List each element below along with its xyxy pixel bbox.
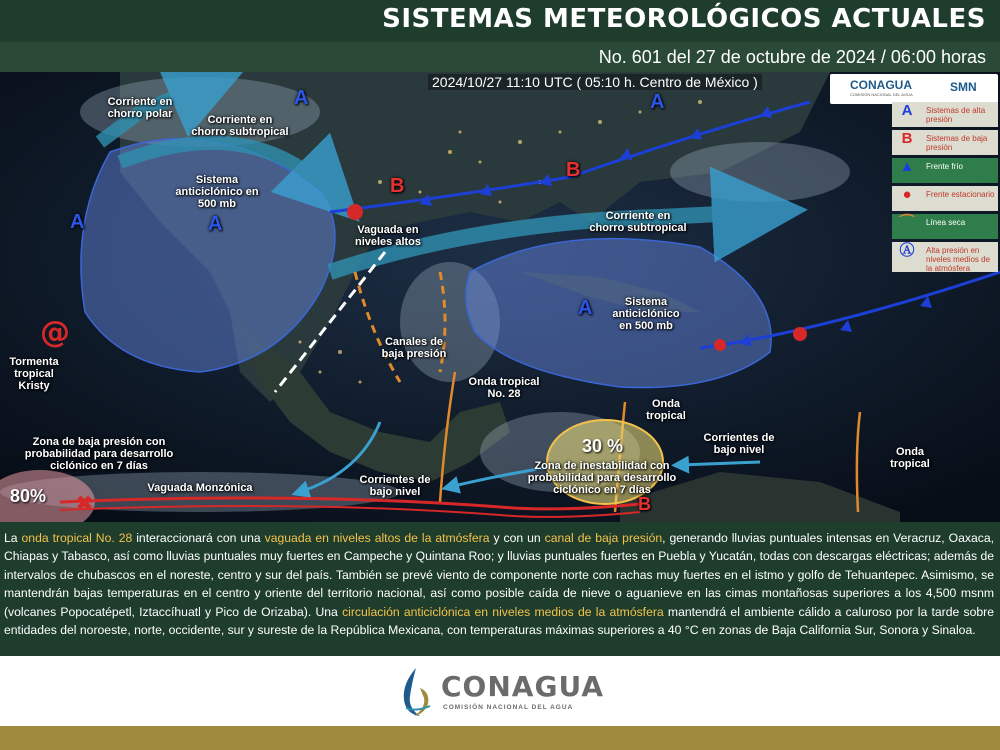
satellite-timestamp: 2024/10/27 11:10 UTC ( 05:10 h. Centro de México ) xyxy=(428,74,762,90)
stationary-front-east-b xyxy=(714,339,726,351)
bulletin-number: No. 601 del 27 de octubre de 2024 / 06:00 horas xyxy=(598,47,986,67)
legend-stationary-front: ● Frente estacionario xyxy=(892,186,998,211)
upper-trough-label: Vaguada en niveles altos xyxy=(354,224,422,248)
low-level-current-east-label: Corrientes de bajo nivel xyxy=(703,432,775,456)
smn-logo: SMN xyxy=(950,80,977,94)
high-pressure-label: A xyxy=(578,297,593,319)
anticyclone-east-label: Sistema anticiclónico en 500 mb xyxy=(612,296,680,332)
instability-zone-label: Zona de inestabilidad con probabilidad para desarrollo ciclónico en 7 días xyxy=(527,460,677,496)
low-pressure-label: B xyxy=(638,494,651,514)
tropical-wave-28-label: Onda tropical No. 28 xyxy=(468,376,540,400)
low-level-current-south-label: Corrientes de bajo nivel xyxy=(359,474,431,498)
tropical-wave-east-label: Onda tropical xyxy=(890,446,930,470)
tropical-wave-mid-label: Onda tropical xyxy=(646,398,686,422)
legend-dry-line: ⌒ Línea seca xyxy=(892,214,998,239)
footer-brand-name: CONAGUA xyxy=(441,670,604,703)
instability-zone-probability: 30 % xyxy=(582,436,624,456)
high-pressure-label: A xyxy=(294,87,309,109)
monsoon-trough-label: Vaguada Monzónica xyxy=(147,482,253,494)
low-zone-x-icon: ✖ xyxy=(76,493,93,515)
legend-cold-front: ▲ Frente frío xyxy=(892,158,998,183)
weather-map xyxy=(0,72,1000,522)
subheader-bar xyxy=(0,42,1000,72)
mid-level-high-icon: Ⓐ xyxy=(899,242,915,259)
footer-bar xyxy=(0,726,1000,750)
legend-low-pressure: B Sistemas de baja presión xyxy=(892,130,998,155)
conagua-emblem-icon xyxy=(396,664,436,720)
stationary-front-north xyxy=(347,204,363,220)
legend-high-pressure: A Sistemas de alta presión xyxy=(892,102,998,127)
stationary-front-east xyxy=(793,327,807,341)
footer xyxy=(0,656,1000,726)
tropical-storm-label: Tormenta tropical Kristy xyxy=(9,356,59,392)
page-title: SISTEMAS METEOROLÓGICOS ACTUALES xyxy=(382,4,986,34)
subtropical-jet-west-label: Corriente en chorro subtropical xyxy=(191,114,289,138)
low-pressure-channels-label: Canales de baja presión xyxy=(381,336,447,360)
tropical-storm-icon: @ xyxy=(40,315,70,350)
cold-front-icon: ▲ xyxy=(899,158,915,175)
low-zone-west-label: Zona de baja presión con probabilidad para desarrollo ciclónico en 7 días xyxy=(24,436,174,472)
legend-mid-level-high: Ⓐ Alta presión en niveles medios de la atmósfera xyxy=(892,242,998,272)
subtropical-jet-east-label: Corriente en chorro subtropical xyxy=(589,210,687,234)
polar-jet-label: Corriente en chorro polar xyxy=(107,96,173,120)
forecast-description: La onda tropical No. 28 interaccionará con una vaguada en niveles altos de la atmósfera y con un canal de baja presión, generando lluvias puntuales intensas en Veracruz, Oaxaca, Chiapas y Tabasco, así como lluvias puntuales muy fuertes en Campeche y Quintana Roo; y lluvias puntuales fuertes en Puebla y Yucatán, todas con descargas eléctricas; además de intervalos de chubascos en el noreste, centro y sur del país. También se prevé viento de componente norte con rachas muy fuertes en el istmo y golfo de Tehuantepec. Asimismo, se mantendrán bajas temperaturas en el centro y oriente del territorio nacional, así como posible caída de nieve o aguanieve en las cimas montañosas superiores a los 4,500 msnm (volcanes Popocatépetl, Iztaccíhuatl y Pico de Orizaba). Una circulación anticiclónica en niveles medios de la atmósfera mantendrá el ambiente cálido a caluroso por la tarde sobre entidades del noroeste, norte, occidente, sur y sureste de la República Mexicana, con temperaturas máximas superiores a 40 °C en zonas de Baja California Sur, Sonora y Sinaloa. xyxy=(0,522,1000,656)
conagua-logo: CONAGUA COMISIÓN NACIONAL DEL AGUA xyxy=(850,78,913,97)
low-zone-west-probability: 80% xyxy=(10,486,47,506)
high-pressure-label: A xyxy=(70,211,85,233)
low-pressure-label: B xyxy=(566,159,581,181)
header-logos xyxy=(830,74,998,104)
low-pressure-label: B xyxy=(390,175,405,197)
dry-line-icon: ⌒ xyxy=(899,214,915,231)
high-pressure-label: A xyxy=(208,213,223,235)
header-bar xyxy=(0,0,1000,42)
footer-logo xyxy=(396,664,606,720)
map-legend xyxy=(892,102,998,275)
high-pressure-label: A xyxy=(650,91,665,113)
stationary-front-icon: ● xyxy=(902,186,912,203)
anticyclone-west-label: Sistema anticiclónico en 500 mb xyxy=(175,174,259,210)
footer-brand-subtitle: COMISIÓN NACIONAL DEL AGUA xyxy=(443,704,574,711)
